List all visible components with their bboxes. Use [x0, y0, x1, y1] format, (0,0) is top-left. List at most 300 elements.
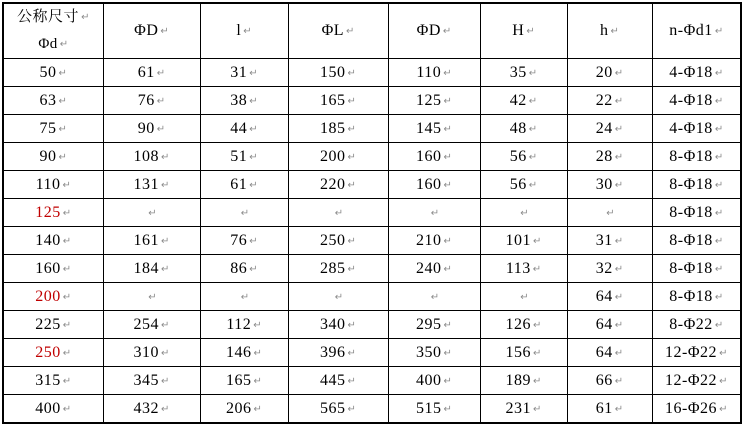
cell-value: 8-Φ18: [669, 147, 713, 165]
cell-value: 108: [133, 147, 160, 165]
table-cell: [388, 143, 480, 171]
cell-value: 310: [133, 343, 160, 361]
table-cell: [480, 87, 567, 115]
table-cell: [103, 115, 200, 143]
paragraph-mark-icon: ↵: [443, 263, 452, 275]
paragraph-mark-icon: ↵: [347, 95, 356, 107]
column-header-flange-diameter-L: [288, 3, 388, 59]
table-cell: [652, 283, 741, 311]
cell-value: 61: [595, 399, 613, 417]
paragraph-mark-icon: ↵: [719, 347, 728, 359]
table-cell: [200, 87, 288, 115]
cell-value: 285: [320, 259, 346, 277]
table-cell: [200, 115, 288, 143]
paragraph-mark-icon: ↵: [62, 179, 71, 191]
paragraph-mark-icon: ↵: [430, 207, 440, 219]
table-cell: [103, 227, 200, 255]
table-row: [3, 59, 741, 87]
cell-value: 200: [35, 287, 61, 305]
cell-value: 240: [416, 259, 442, 277]
table-cell: [103, 199, 200, 227]
table-cell: [388, 283, 480, 311]
table-cell: [103, 367, 200, 395]
paragraph-mark-icon: ↵: [528, 179, 538, 191]
cell-value: 146: [226, 343, 252, 361]
table-cell: [388, 59, 480, 87]
table-row: [3, 171, 741, 199]
paragraph-mark-icon: ↵: [714, 207, 724, 219]
cell-value: 86: [230, 259, 248, 277]
cell-value: 101: [505, 231, 532, 249]
table-cell: [652, 143, 741, 171]
dimension-spec-table: [2, 2, 742, 424]
paragraph-mark-icon: ↵: [614, 263, 624, 275]
paragraph-mark-icon: ↵: [161, 347, 170, 359]
cell-value: 131: [133, 175, 160, 193]
paragraph-mark-icon: ↵: [443, 179, 452, 191]
cell-value: 160: [35, 259, 61, 277]
paragraph-mark-icon: ↵: [443, 123, 452, 135]
cell-value: 396: [320, 343, 346, 361]
table-cell: [3, 199, 103, 227]
table-cell: [200, 227, 288, 255]
cell-value: 61: [230, 175, 248, 193]
cell-value: 8-Φ18: [669, 231, 713, 249]
table-cell: [3, 395, 103, 424]
table-cell: [652, 199, 741, 227]
cell-value: 50: [39, 63, 57, 81]
table-cell: [480, 395, 567, 424]
table-cell: [480, 255, 567, 283]
paragraph-mark-icon: ↵: [533, 375, 542, 387]
cell-value: 113: [505, 259, 531, 277]
cell-value: 400: [416, 371, 442, 389]
paragraph-mark-icon: ↵: [156, 123, 166, 135]
paragraph-mark-icon: ↵: [520, 207, 529, 219]
paragraph-mark-icon: ↵: [614, 151, 624, 163]
paragraph-mark-icon: ↵: [240, 207, 250, 219]
table-row: [3, 255, 741, 283]
header-label: 公称尺寸: [17, 9, 80, 25]
table-cell: [388, 255, 480, 283]
paragraph-mark-icon: ↵: [347, 403, 356, 415]
paragraph-mark-icon: ↵: [346, 26, 355, 37]
cell-value: 225: [35, 315, 61, 333]
cell-value: 90: [39, 147, 57, 165]
cell-value: 110: [35, 175, 61, 193]
cell-value: 66: [595, 371, 613, 389]
table-cell: [200, 311, 288, 339]
paragraph-mark-icon: ↵: [714, 179, 724, 191]
table-cell: [567, 395, 652, 424]
table-cell: [200, 255, 288, 283]
table-row: [3, 143, 741, 171]
paragraph-mark-icon: ↵: [249, 263, 258, 275]
paragraph-mark-icon: ↵: [532, 263, 542, 275]
paragraph-mark-icon: ↵: [443, 151, 452, 163]
table-cell: [652, 171, 741, 199]
paragraph-mark-icon: ↵: [334, 291, 344, 303]
cell-value: 31: [230, 63, 248, 81]
header-label: h: [600, 22, 609, 39]
cell-value: 56: [509, 147, 527, 165]
header-label: Φd: [38, 36, 58, 52]
paragraph-mark-icon: ↵: [249, 123, 258, 135]
table-cell: [103, 395, 200, 424]
paragraph-mark-icon: ↵: [614, 67, 624, 79]
paragraph-mark-icon: ↵: [714, 123, 724, 135]
cell-value: 64: [595, 315, 613, 333]
paragraph-mark-icon: ↵: [526, 26, 535, 37]
paragraph-mark-icon: ↵: [58, 67, 67, 79]
cell-value: 12-Φ22: [665, 371, 718, 389]
header-label: n-Φd1: [669, 22, 713, 39]
table-cell: [388, 339, 480, 367]
cell-value: 185: [320, 119, 346, 137]
table-cell: [388, 311, 480, 339]
table-cell: [652, 339, 741, 367]
cell-value: 189: [505, 371, 532, 389]
cell-value: 231: [505, 399, 532, 417]
paragraph-mark-icon: ↵: [614, 179, 624, 191]
paragraph-mark-icon: ↵: [62, 375, 72, 387]
table-row: [3, 87, 741, 115]
table-cell: [3, 367, 103, 395]
paragraph-mark-icon: ↵: [528, 67, 538, 79]
cell-value: 48: [509, 119, 527, 137]
cell-value: 76: [137, 91, 155, 109]
paragraph-mark-icon: ↵: [443, 67, 452, 79]
cell-value: 35: [509, 63, 527, 81]
cell-value: 31: [595, 231, 613, 249]
table-cell: [480, 171, 567, 199]
cell-value: 165: [320, 91, 346, 109]
cell-value: 156: [505, 343, 532, 361]
paragraph-mark-icon: ↵: [347, 375, 356, 387]
table-cell: [3, 227, 103, 255]
table-cell: [567, 59, 652, 87]
paragraph-mark-icon: ↵: [161, 235, 170, 247]
table-cell: [480, 311, 567, 339]
paragraph-mark-icon: ↵: [443, 403, 452, 415]
table-cell: [200, 395, 288, 424]
paragraph-mark-icon: ↵: [58, 123, 67, 135]
paragraph-mark-icon: ↵: [719, 403, 728, 415]
paragraph-mark-icon: ↵: [240, 291, 250, 303]
paragraph-mark-icon: ↵: [161, 179, 170, 191]
paragraph-mark-icon: ↵: [249, 151, 258, 163]
table-cell: [288, 115, 388, 143]
table-cell: [200, 143, 288, 171]
paragraph-mark-icon: ↵: [62, 235, 72, 247]
table-cell: [652, 115, 741, 143]
cell-value: 8-Φ18: [669, 175, 713, 193]
table-cell: [200, 283, 288, 311]
cell-value: 4-Φ18: [669, 63, 713, 81]
paragraph-mark-icon: ↵: [347, 319, 356, 331]
cell-value: 125: [35, 203, 61, 221]
paragraph-mark-icon: ↵: [719, 375, 728, 387]
paragraph-mark-icon: ↵: [443, 95, 452, 107]
cell-value: 210: [416, 231, 442, 249]
cell-value: 220: [320, 175, 346, 193]
cell-value: 16-Φ26: [665, 399, 718, 417]
cell-value: 350: [416, 343, 442, 361]
table-cell: [3, 87, 103, 115]
table-cell: [288, 255, 388, 283]
paragraph-mark-icon: ↵: [161, 375, 170, 387]
table-row: [3, 283, 741, 311]
paragraph-mark-icon: ↵: [520, 291, 529, 303]
cell-value: 22: [595, 91, 613, 109]
cell-value: 160: [416, 175, 442, 193]
paragraph-mark-icon: ↵: [161, 151, 170, 163]
table-cell: [288, 143, 388, 171]
table-cell: [480, 283, 567, 311]
cell-value: 145: [416, 119, 442, 137]
paragraph-mark-icon: ↵: [533, 319, 542, 331]
table-cell: [567, 143, 652, 171]
paragraph-mark-icon: ↵: [347, 347, 356, 359]
paragraph-mark-icon: ↵: [347, 151, 356, 163]
cell-value: 56: [509, 175, 527, 193]
column-header-length-l: [200, 3, 288, 59]
table-cell: [480, 367, 567, 395]
table-cell: [200, 59, 288, 87]
cell-value: 30: [595, 175, 613, 193]
paragraph-mark-icon: ↵: [249, 235, 258, 247]
table-cell: [288, 311, 388, 339]
paragraph-mark-icon: ↵: [62, 403, 72, 415]
paragraph-mark-icon: ↵: [614, 319, 624, 331]
column-header-nominal-size: [3, 3, 103, 59]
table-cell: [288, 339, 388, 367]
table-cell: [288, 367, 388, 395]
table-cell: [288, 283, 388, 311]
table-cell: [3, 311, 103, 339]
table-cell: [567, 87, 652, 115]
cell-value: 20: [595, 63, 613, 81]
table-cell: [388, 199, 480, 227]
paragraph-mark-icon: ↵: [443, 347, 452, 359]
cell-value: 63: [39, 91, 57, 109]
cell-value: 140: [35, 231, 61, 249]
cell-value: 126: [505, 315, 532, 333]
paragraph-mark-icon: ↵: [528, 151, 538, 163]
cell-value: 165: [226, 371, 252, 389]
table-cell: [652, 367, 741, 395]
paragraph-mark-icon: ↵: [614, 347, 624, 359]
table-cell: [103, 59, 200, 87]
paragraph-mark-icon: ↵: [714, 263, 724, 275]
cell-value: 150: [320, 63, 346, 81]
table-cell: [480, 143, 567, 171]
paragraph-mark-icon: ↵: [610, 26, 619, 37]
table-cell: [652, 59, 741, 87]
header-label: H: [512, 22, 525, 39]
cell-value: 24: [595, 119, 613, 137]
paragraph-mark-icon: ↵: [606, 207, 615, 219]
cell-value: 340: [320, 315, 346, 333]
paragraph-mark-icon: ↵: [249, 95, 258, 107]
paragraph-mark-icon: ↵: [253, 347, 262, 359]
cell-value: 64: [595, 343, 613, 361]
cell-value: 8-Φ18: [669, 203, 713, 221]
table-cell: [103, 339, 200, 367]
paragraph-mark-icon: ↵: [347, 263, 356, 275]
paragraph-mark-icon: ↵: [528, 123, 538, 135]
table-cell: [200, 199, 288, 227]
cell-value: 125: [416, 91, 442, 109]
header-label: ΦD: [134, 22, 159, 39]
cell-value: 32: [595, 259, 613, 277]
table-cell: [288, 59, 388, 87]
paragraph-mark-icon: ↵: [714, 235, 724, 247]
table-cell: [3, 171, 103, 199]
table-cell: [288, 87, 388, 115]
cell-value: 44: [230, 119, 248, 137]
column-header-outer-diameter-1: [103, 3, 200, 59]
paragraph-mark-icon: ↵: [614, 95, 624, 107]
paragraph-mark-icon: ↵: [614, 123, 624, 135]
cell-value: 161: [133, 231, 160, 249]
cell-value: 250: [320, 231, 346, 249]
table-cell: [567, 367, 652, 395]
table-cell: [388, 367, 480, 395]
paragraph-mark-icon: ↵: [148, 291, 157, 303]
cell-value: 8-Φ18: [669, 259, 713, 277]
paragraph-mark-icon: ↵: [528, 95, 538, 107]
paragraph-mark-icon: ↵: [347, 123, 356, 135]
paragraph-mark-icon: ↵: [156, 67, 166, 79]
table-row: [3, 227, 741, 255]
paragraph-mark-icon: ↵: [714, 26, 724, 37]
table-cell: [567, 171, 652, 199]
cell-value: 42: [509, 91, 527, 109]
table-cell: [3, 283, 103, 311]
table-cell: [567, 339, 652, 367]
paragraph-mark-icon: ↵: [59, 39, 69, 50]
cell-value: 315: [35, 371, 61, 389]
table-cell: [3, 59, 103, 87]
cell-value: 90: [137, 119, 155, 137]
table-cell: [388, 87, 480, 115]
paragraph-mark-icon: ↵: [347, 179, 356, 191]
cell-value: 75: [39, 119, 57, 137]
table-cell: [103, 87, 200, 115]
table-cell: [200, 339, 288, 367]
paragraph-mark-icon: ↵: [62, 319, 72, 331]
cell-value: 250: [35, 343, 61, 361]
paragraph-mark-icon: ↵: [160, 26, 169, 37]
table-cell: [652, 395, 741, 424]
table-cell: [288, 171, 388, 199]
paragraph-mark-icon: ↵: [243, 26, 252, 37]
paragraph-mark-icon: ↵: [58, 151, 67, 163]
table-cell: [388, 395, 480, 424]
cell-value: 64: [595, 287, 613, 305]
header-row: [3, 3, 741, 59]
table-cell: [288, 395, 388, 424]
cell-value: 565: [320, 399, 346, 417]
cell-value: 8-Φ18: [669, 287, 713, 305]
table-cell: [388, 115, 480, 143]
cell-value: 432: [133, 399, 160, 417]
cell-value: 76: [230, 231, 248, 249]
table-row: [3, 339, 741, 367]
paragraph-mark-icon: ↵: [533, 347, 542, 359]
paragraph-mark-icon: ↵: [249, 179, 258, 191]
header-label: ΦL: [321, 22, 345, 39]
paragraph-mark-icon: ↵: [81, 12, 90, 23]
table-row: [3, 311, 741, 339]
table-cell: [652, 255, 741, 283]
cell-value: 400: [35, 399, 61, 417]
table-cell: [567, 283, 652, 311]
paragraph-mark-icon: ↵: [253, 403, 262, 415]
column-header-height-H: [480, 3, 567, 59]
paragraph-mark-icon: ↵: [58, 95, 67, 107]
paragraph-mark-icon: ↵: [443, 375, 452, 387]
table-cell: [103, 171, 200, 199]
table-cell: [567, 311, 652, 339]
table-cell: [200, 367, 288, 395]
table-cell: [480, 59, 567, 87]
paragraph-mark-icon: ↵: [614, 375, 624, 387]
table-cell: [652, 311, 741, 339]
table-cell: [388, 171, 480, 199]
paragraph-mark-icon: ↵: [714, 67, 724, 79]
cell-value: 295: [416, 315, 442, 333]
column-header-outer-diameter-2: [388, 3, 480, 59]
table-cell: [288, 199, 388, 227]
table-cell: [652, 87, 741, 115]
paragraph-mark-icon: ↵: [714, 291, 724, 303]
paragraph-mark-icon: ↵: [714, 319, 724, 331]
cell-value: 28: [595, 147, 613, 165]
cell-value: 4-Φ18: [669, 119, 713, 137]
table-cell: [480, 115, 567, 143]
table-cell: [288, 227, 388, 255]
paragraph-mark-icon: ↵: [334, 207, 344, 219]
paragraph-mark-icon: ↵: [62, 347, 72, 359]
cell-value: 160: [416, 147, 442, 165]
table-cell: [480, 199, 567, 227]
cell-value: 254: [133, 315, 160, 333]
cell-value: 445: [320, 371, 346, 389]
cell-value: 61: [137, 63, 155, 81]
table-cell: [480, 227, 567, 255]
table-cell: [567, 115, 652, 143]
table-cell: [480, 339, 567, 367]
paragraph-mark-icon: ↵: [347, 235, 356, 247]
table-row: [3, 115, 741, 143]
table-cell: [652, 227, 741, 255]
cell-value: 8-Φ22: [669, 315, 713, 333]
paragraph-mark-icon: ↵: [62, 207, 72, 219]
table-cell: [103, 143, 200, 171]
cell-value: 515: [416, 399, 442, 417]
table-row: [3, 367, 741, 395]
table-cell: [200, 171, 288, 199]
paragraph-mark-icon: ↵: [714, 95, 724, 107]
paragraph-mark-icon: ↵: [156, 95, 166, 107]
table-cell: [103, 311, 200, 339]
paragraph-mark-icon: ↵: [614, 403, 624, 415]
cell-value: 110: [416, 63, 442, 81]
table-cell: [3, 143, 103, 171]
table-cell: [388, 227, 480, 255]
